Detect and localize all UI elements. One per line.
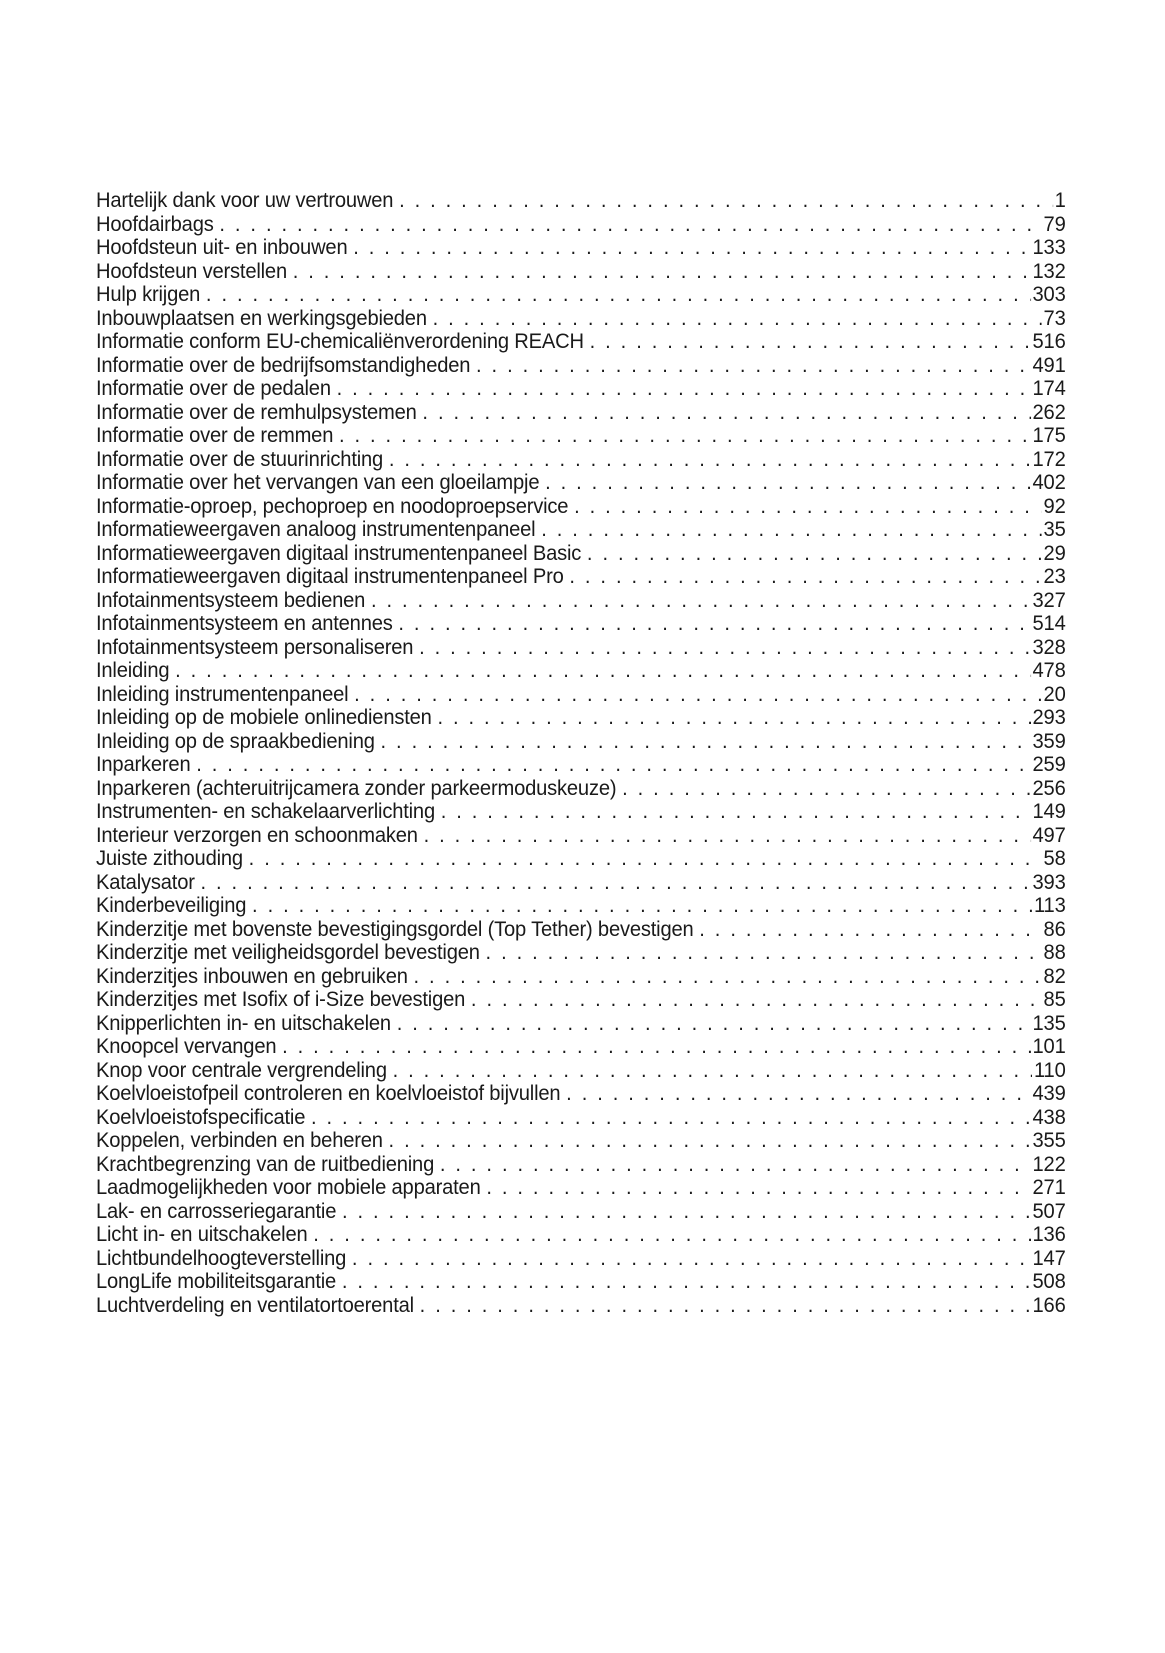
toc-entry — [96, 706, 1066, 730]
toc-entry-title: Infotainmentsysteem personaliseren — [96, 635, 414, 659]
dot-leader — [282, 1035, 1030, 1059]
toc-entry-title: Kinderzitjes inbouwen en gebruiken — [96, 964, 408, 988]
toc-entry-page: 113 — [1034, 894, 1066, 917]
dot-leader — [622, 777, 1030, 801]
dot-leader — [389, 1129, 1031, 1153]
toc-entry-page: 1 — [1054, 189, 1066, 212]
toc-entry — [96, 495, 1066, 519]
toc-entry-page: 497 — [1032, 823, 1066, 847]
toc-entry — [96, 377, 1066, 401]
toc-entry-title: Infotainmentsysteem bedienen — [96, 588, 366, 612]
toc-entry — [96, 1082, 1066, 1106]
dot-leader — [397, 1012, 1031, 1036]
toc-entry-title: Lichtbundelhoogteverstelling — [96, 1246, 347, 1270]
dot-leader — [293, 260, 1031, 284]
dot-leader — [311, 1106, 1031, 1130]
toc-entry — [96, 1106, 1066, 1130]
toc-entry-page: 133 — [1032, 236, 1066, 259]
dot-leader — [420, 1294, 1031, 1318]
dot-leader — [337, 377, 1031, 401]
toc-entry-title: LongLife mobiliteitsgarantie — [96, 1270, 337, 1293]
dot-leader — [414, 965, 1042, 989]
toc-entry-title: Inleiding — [96, 659, 170, 682]
dot-leader — [175, 659, 1030, 683]
toc-entry-title: Kinderbeveiliging — [96, 894, 247, 917]
toc-entry — [96, 753, 1066, 777]
toc-entry-page: 402 — [1032, 471, 1066, 494]
toc-entry — [96, 518, 1066, 542]
toc-entry-page: 135 — [1032, 1011, 1066, 1035]
toc-entry-title: Informatieweergaven digitaal instrumentenpaneel Basic — [96, 541, 582, 565]
toc-page — [96, 189, 1066, 1317]
toc-entry — [96, 330, 1066, 354]
dot-leader — [422, 401, 1030, 425]
toc-entry-title: Inparkeren (achteruitrijcamera zonder parkeermoduskeuze) — [96, 776, 617, 800]
toc-entry-title: Informatie over de stuurinrichting — [96, 447, 384, 471]
toc-entry-title: Informatie over het vervangen van een gloeilampje — [96, 471, 540, 494]
toc-entry-title: Informatie over de bedrijfsomstandigheden — [96, 353, 471, 377]
dot-leader — [441, 800, 1031, 824]
toc-entry-title: Inleiding instrumentenpaneel — [96, 682, 349, 706]
toc-entry — [96, 988, 1066, 1012]
dot-leader — [486, 941, 1042, 965]
toc-entry-title: Koelvloeistofspecificatie — [96, 1105, 306, 1129]
dot-leader — [353, 236, 1030, 260]
dot-leader — [486, 1176, 1030, 1200]
toc-entry — [96, 1153, 1066, 1177]
toc-entry — [96, 659, 1066, 683]
dot-leader — [419, 636, 1031, 660]
toc-entry-title: Lak- en carrosseriegarantie — [96, 1199, 337, 1223]
toc-entry-page: 172 — [1032, 447, 1066, 471]
toc-entry — [96, 800, 1066, 824]
toc-entry — [96, 448, 1066, 472]
toc-entry-page: 85 — [1043, 988, 1066, 1011]
dot-leader — [476, 354, 1031, 378]
toc-entry-title: Informatie over de pedalen — [96, 377, 331, 400]
toc-entry — [96, 847, 1066, 871]
dot-leader — [574, 495, 1042, 519]
toc-entry — [96, 824, 1066, 848]
toc-entry-page: 507 — [1032, 1199, 1066, 1223]
toc-entry-page: 101 — [1032, 1035, 1066, 1058]
toc-entry-page: 438 — [1032, 1105, 1066, 1129]
toc-entry-title: Informatie-oproep, pechoproep en noodoproepservice — [96, 494, 569, 518]
toc-entry-title: Inleiding op de mobiele onlinediensten — [96, 706, 432, 729]
toc-entry-title: Kinderzitje met bovenste bevestigingsgordel (Top Tether) bevestigen — [96, 917, 694, 941]
toc-entry-title: Knoopcel vervangen — [96, 1035, 277, 1058]
toc-entry-page: 110 — [1034, 1058, 1066, 1082]
toc-entry-page: 327 — [1032, 588, 1066, 612]
toc-entry — [96, 894, 1066, 918]
dot-leader — [699, 918, 1041, 942]
toc-entry-page: 86 — [1043, 917, 1066, 941]
dot-leader — [354, 683, 1041, 707]
toc-entry-title: Hulp krijgen — [96, 283, 201, 306]
toc-entry — [96, 1223, 1066, 1247]
toc-entry-title: Katalysator — [96, 870, 195, 894]
toc-entry — [96, 213, 1066, 237]
toc-entry-page: 508 — [1032, 1270, 1066, 1293]
toc-entry-title: Koelvloeistofpeil controleren en koelvloeistof bijvullen — [96, 1082, 561, 1105]
toc-entry — [96, 965, 1066, 989]
toc-entry-page: 79 — [1043, 212, 1066, 236]
toc-entry — [96, 283, 1066, 307]
toc-entry-page: 303 — [1032, 283, 1066, 306]
toc-entry-page: 132 — [1032, 259, 1066, 283]
dot-leader — [471, 988, 1042, 1012]
toc-entry-page: 175 — [1032, 424, 1066, 447]
toc-entry-title: Laadmogelijkheden voor mobiele apparaten — [96, 1176, 481, 1199]
dot-leader — [437, 706, 1030, 730]
toc-entry — [96, 683, 1066, 707]
toc-entry-page: 293 — [1032, 706, 1066, 729]
toc-entry-title: Krachtbegrenzing van de ruitbediening — [96, 1152, 435, 1176]
toc-entry-title: Informatie conform EU-chemicaliënverordening REACH — [96, 330, 584, 353]
toc-entry-title: Licht in- en uitschakelen — [96, 1223, 308, 1246]
toc-entry — [96, 307, 1066, 331]
toc-entry-page: 491 — [1032, 353, 1066, 377]
toc-entry-page: 328 — [1032, 635, 1066, 659]
toc-entry-title: Informatieweergaven analoog instrumentenpaneel — [96, 518, 536, 541]
toc-entry-page: 166 — [1032, 1293, 1066, 1317]
toc-entry-page: 514 — [1032, 612, 1066, 635]
toc-entry-title: Instrumenten- en schakelaarverlichting — [96, 800, 435, 823]
toc-entry — [96, 777, 1066, 801]
dot-leader — [389, 448, 1031, 472]
toc-entry-title: Inbouwplaatsen en werkingsgebieden — [96, 306, 427, 330]
dot-leader — [590, 330, 1031, 354]
toc-entry — [96, 424, 1066, 448]
toc-entry — [96, 1247, 1066, 1271]
toc-entry-page: 478 — [1032, 659, 1066, 682]
toc-entry-page: 259 — [1032, 753, 1066, 776]
dot-leader — [219, 213, 1041, 237]
toc-entry — [96, 871, 1066, 895]
dot-leader — [339, 424, 1031, 448]
dot-leader — [569, 565, 1041, 589]
toc-entry-title: Informatie over de remhulpsystemen — [96, 400, 417, 424]
toc-entry — [96, 354, 1066, 378]
toc-entry-page: 136 — [1032, 1223, 1066, 1246]
toc-entry-page: 439 — [1032, 1082, 1066, 1105]
toc-entry — [96, 1012, 1066, 1036]
toc-entry-title: Interieur verzorgen en schoonmaken — [96, 823, 418, 847]
toc-entry-title: Inparkeren — [96, 753, 191, 776]
toc-entry-page: 35 — [1043, 518, 1066, 541]
toc-entry-title: Juiste zithouding — [96, 847, 243, 870]
dot-leader — [381, 730, 1031, 754]
toc-entry-title: Hoofdsteun uit- en inbouwen — [96, 236, 348, 259]
toc-entry — [96, 1129, 1066, 1153]
dot-leader — [206, 283, 1031, 307]
toc-entry — [96, 542, 1066, 566]
toc-entry-page: 82 — [1043, 964, 1066, 988]
dot-leader — [371, 589, 1031, 613]
toc-entry-page: 516 — [1032, 330, 1066, 353]
dot-leader — [398, 612, 1030, 636]
dot-leader — [342, 1270, 1031, 1294]
toc-entry — [96, 401, 1066, 425]
toc-entry-page: 122 — [1032, 1152, 1066, 1176]
dot-leader — [587, 542, 1042, 566]
dot-leader — [566, 1082, 1030, 1106]
dot-leader — [196, 753, 1030, 777]
dot-leader — [399, 189, 1053, 213]
toc-entry — [96, 471, 1066, 495]
dot-leader — [545, 471, 1030, 495]
dot-leader — [249, 847, 1042, 871]
toc-entry-title: Hoofdsteun verstellen — [96, 259, 287, 283]
toc-entry-page: 92 — [1043, 494, 1066, 518]
toc-entry — [96, 1176, 1066, 1200]
toc-entry — [96, 1294, 1066, 1318]
toc-entry — [96, 1059, 1066, 1083]
dot-leader — [440, 1153, 1031, 1177]
toc-entry — [96, 612, 1066, 636]
dot-leader — [201, 871, 1031, 895]
toc-entry-page: 23 — [1043, 565, 1066, 588]
toc-list — [96, 189, 1066, 1317]
dot-leader — [424, 824, 1031, 848]
dot-leader — [541, 518, 1041, 542]
dot-leader — [393, 1059, 1032, 1083]
dot-leader — [313, 1223, 1030, 1247]
dot-leader — [433, 307, 1042, 331]
toc-entry-title: Informatie over de remmen — [96, 424, 334, 447]
dot-leader — [342, 1200, 1031, 1224]
toc-entry-title: Luchtverdeling en ventilatortoerental — [96, 1293, 414, 1317]
toc-entry — [96, 636, 1066, 660]
dot-leader — [352, 1247, 1031, 1271]
toc-entry-page: 174 — [1032, 377, 1066, 400]
toc-entry — [96, 1035, 1066, 1059]
toc-entry-title: Hoofdairbags — [96, 212, 214, 236]
dot-leader — [252, 894, 1032, 918]
toc-entry-page: 88 — [1043, 941, 1066, 964]
toc-entry — [96, 1200, 1066, 1224]
toc-entry-page: 393 — [1032, 870, 1066, 894]
toc-entry-page: 359 — [1032, 729, 1066, 753]
toc-entry-page: 20 — [1043, 682, 1066, 706]
toc-entry-page: 256 — [1032, 776, 1066, 800]
toc-entry-title: Kinderzitjes met Isofix of i-Size bevestigen — [96, 988, 466, 1011]
toc-entry — [96, 1270, 1066, 1294]
toc-entry-page: 149 — [1032, 800, 1066, 823]
toc-entry — [96, 189, 1066, 213]
toc-entry-title: Inleiding op de spraakbediening — [96, 729, 375, 753]
toc-entry-title: Kinderzitje met veiligheidsgordel bevestigen — [96, 941, 480, 964]
toc-entry — [96, 236, 1066, 260]
toc-entry-page: 271 — [1032, 1176, 1066, 1199]
toc-entry-title: Koppelen, verbinden en beheren — [96, 1129, 383, 1152]
toc-entry-page: 262 — [1032, 400, 1066, 424]
toc-entry-title: Infotainmentsysteem en antennes — [96, 612, 393, 635]
toc-entry — [96, 941, 1066, 965]
toc-entry — [96, 589, 1066, 613]
toc-entry-title: Hartelijk dank voor uw vertrouwen — [96, 189, 394, 212]
toc-entry-page: 355 — [1032, 1129, 1066, 1152]
toc-entry — [96, 918, 1066, 942]
toc-entry-title: Knop voor centrale vergrendeling — [96, 1058, 387, 1082]
toc-entry-title: Knipperlichten in- en uitschakelen — [96, 1011, 391, 1035]
toc-entry — [96, 260, 1066, 284]
toc-entry-page: 73 — [1043, 306, 1066, 330]
toc-entry-page: 29 — [1043, 541, 1066, 565]
toc-entry — [96, 730, 1066, 754]
toc-entry — [96, 565, 1066, 589]
toc-entry-page: 58 — [1043, 847, 1066, 870]
toc-entry-title: Informatieweergaven digitaal instrumentenpaneel Pro — [96, 565, 564, 588]
toc-entry-page: 147 — [1032, 1246, 1066, 1270]
